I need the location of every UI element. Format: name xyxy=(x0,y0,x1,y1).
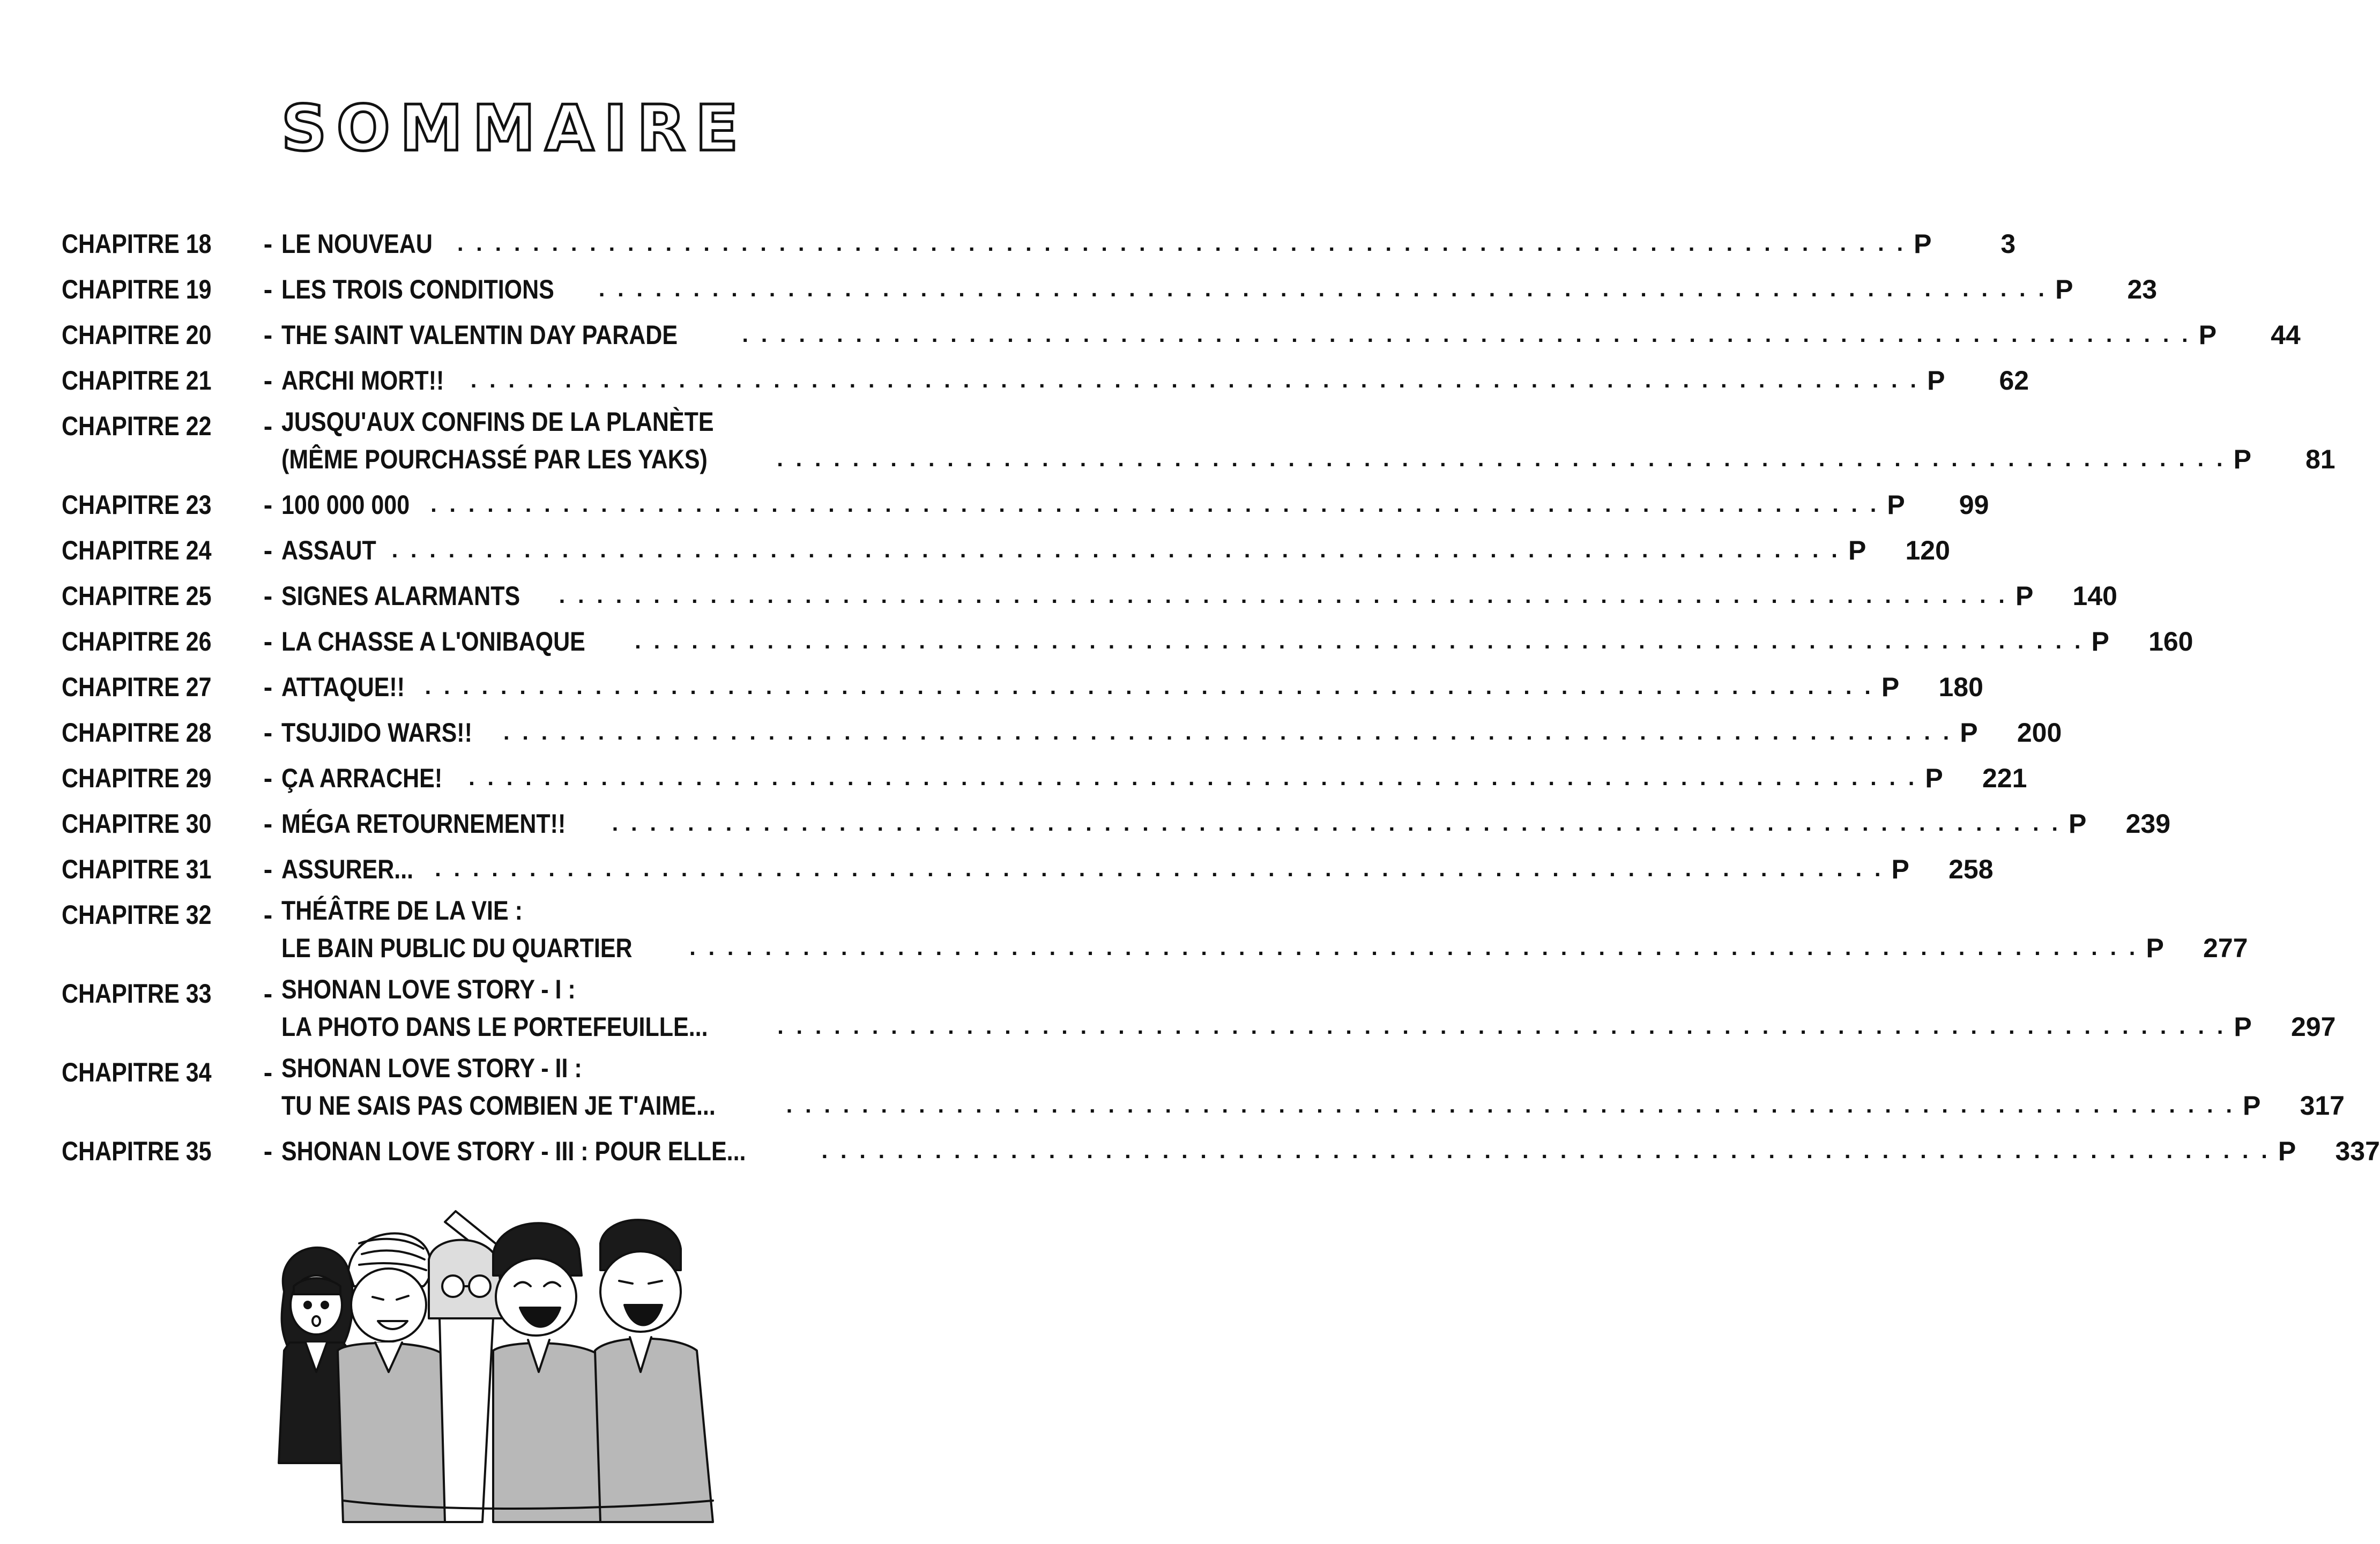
page-prefix: P xyxy=(1927,366,1945,396)
chapter-title: SHONAN LOVE STORY - II : xyxy=(281,1053,582,1083)
separator: - xyxy=(263,854,273,884)
chapter-title: SHONAN LOVE STORY - I : xyxy=(281,974,576,1004)
page-title: SOMMAIRE xyxy=(281,91,748,165)
page-number: 317 xyxy=(2300,1091,2345,1121)
chapter-title: LES TROIS CONDITIONS xyxy=(281,274,554,304)
chapter-number: CHAPITRE 35 xyxy=(62,1136,212,1166)
page-prefix: P xyxy=(2243,1091,2261,1121)
chapter-title: SHONAN LOVE STORY - III : POUR ELLE... xyxy=(281,1136,746,1166)
dot-leader xyxy=(425,670,1874,703)
page-number: 258 xyxy=(1948,854,1994,884)
chapter-title: ASSAUT xyxy=(281,535,376,565)
chapter-number: CHAPITRE 30 xyxy=(62,809,212,839)
toc-entry xyxy=(62,271,2158,308)
chapter-number: CHAPITRE 18 xyxy=(62,229,212,259)
chapter-number: CHAPITRE 24 xyxy=(62,535,212,565)
separator: - xyxy=(263,535,273,565)
chapter-title: TSUJIDO WARS!! xyxy=(281,718,472,748)
separator: - xyxy=(263,320,273,350)
separator: - xyxy=(263,366,273,396)
toc-entry xyxy=(62,1053,2345,1124)
page-number: 99 xyxy=(1959,490,1989,520)
separator: - xyxy=(263,900,273,930)
separator: - xyxy=(263,1057,273,1087)
chapter-title: MÉGA RETOURNEMENT!! xyxy=(281,809,566,839)
page-number: 140 xyxy=(2072,581,2117,611)
chapter-title: (MÊME POURCHASSÉ PAR LES YAKS) xyxy=(281,444,708,474)
chapter-number: CHAPITRE 20 xyxy=(62,320,212,350)
toc-entry xyxy=(62,714,2062,751)
dot-leader xyxy=(599,273,2048,305)
toc-entry xyxy=(62,759,2027,797)
chapter-number: CHAPITRE 25 xyxy=(62,581,212,611)
toc-entry xyxy=(62,974,2336,1046)
dot-leader xyxy=(471,364,1920,396)
page-number: 3 xyxy=(2000,229,2016,259)
dot-leader xyxy=(392,534,1841,566)
dot-leader xyxy=(468,762,1917,794)
dot-leader xyxy=(689,931,2138,964)
dot-leader xyxy=(742,318,2191,350)
toc-entry xyxy=(62,623,2193,660)
chapter-title: ASSURER... xyxy=(281,854,414,884)
toc-entry xyxy=(62,851,1994,888)
page-number: 200 xyxy=(2017,718,2062,748)
page-number: 120 xyxy=(1905,535,1950,565)
page-prefix: P xyxy=(1848,535,1866,565)
chapter-number: CHAPITRE 31 xyxy=(62,854,212,884)
page-prefix: P xyxy=(1925,763,1943,793)
chapter-number: CHAPITRE 28 xyxy=(62,718,212,748)
dot-leader xyxy=(822,1135,2271,1167)
dot-leader xyxy=(612,807,2061,839)
chapter-title: THE SAINT VALENTIN DAY PARADE xyxy=(281,320,678,350)
toc-entry xyxy=(62,407,2336,478)
toc-entry xyxy=(62,577,2117,615)
chapter-title: LA PHOTO DANS LE PORTEFEUILLE... xyxy=(281,1012,708,1042)
page-prefix: P xyxy=(2091,626,2109,657)
toc-entry xyxy=(62,532,1950,569)
separator: - xyxy=(263,490,273,520)
chapter-number: CHAPITRE 29 xyxy=(62,763,212,793)
chapter-title: ARCHI MORT!! xyxy=(281,366,444,396)
dot-leader xyxy=(777,1010,2226,1042)
separator: - xyxy=(263,626,273,657)
chapter-title: LA CHASSE A L'ONIBAQUE xyxy=(281,626,585,657)
table-of-contents xyxy=(62,225,2380,1178)
page-number: 62 xyxy=(1999,366,2029,396)
dot-leader xyxy=(635,625,2084,657)
page-prefix: P xyxy=(1960,718,1978,748)
chapter-number: CHAPITRE 32 xyxy=(62,900,212,930)
page-prefix: P xyxy=(1887,490,1905,520)
toc-entry xyxy=(62,805,2171,842)
page-prefix: P xyxy=(2198,320,2217,350)
toc-entry xyxy=(62,225,2016,263)
page-number: 297 xyxy=(2290,1012,2336,1042)
chapter-title: SIGNES ALARMANTS xyxy=(281,581,520,611)
page-number: 44 xyxy=(2271,320,2301,350)
chapter-title: ATTAQUE!! xyxy=(281,672,405,702)
chapter-title: TU NE SAIS PAS COMBIEN JE T'AIME... xyxy=(281,1091,716,1121)
page-prefix: P xyxy=(2055,274,2073,304)
chapter-number: CHAPITRE 19 xyxy=(62,274,212,304)
chapter-title: LE BAIN PUBLIC DU QUARTIER xyxy=(281,933,633,963)
separator: - xyxy=(263,229,273,259)
toc-entry xyxy=(62,1132,2380,1170)
chapter-number: CHAPITRE 22 xyxy=(62,411,212,441)
page-prefix: P xyxy=(2278,1136,2296,1166)
page-number: 180 xyxy=(1938,672,1983,702)
dot-leader xyxy=(457,227,1906,259)
chapter-title: ÇA ARRACHE! xyxy=(281,763,443,793)
separator: - xyxy=(263,411,273,441)
page-number: 160 xyxy=(2148,626,2193,657)
chapter-number: CHAPITRE 23 xyxy=(62,490,212,520)
characters-illustration xyxy=(268,1211,761,1522)
dot-leader xyxy=(559,579,2008,611)
page-prefix: P xyxy=(1881,672,1900,702)
page-prefix: P xyxy=(2015,581,2034,611)
chapter-number: CHAPITRE 33 xyxy=(62,979,212,1009)
page-number: 23 xyxy=(2127,274,2158,304)
page-number: 239 xyxy=(2125,809,2171,839)
page-number: 277 xyxy=(2203,933,2248,963)
page-prefix: P xyxy=(2234,1012,2252,1042)
page-prefix: P xyxy=(2146,933,2164,963)
toc-entry xyxy=(62,668,1983,706)
dot-leader xyxy=(777,443,2226,475)
chapter-number: CHAPITRE 27 xyxy=(62,672,212,702)
page-number: 337 xyxy=(2335,1136,2380,1166)
page-prefix: P xyxy=(1891,854,1909,884)
separator: - xyxy=(263,1136,273,1166)
separator: - xyxy=(263,763,273,793)
page-prefix: P xyxy=(1914,229,1932,259)
chapter-number: CHAPITRE 26 xyxy=(62,626,212,657)
dot-leader xyxy=(430,488,1879,520)
separator: - xyxy=(263,581,273,611)
chapter-title: 100 000 000 xyxy=(281,490,410,520)
chapter-title: JUSQU'AUX CONFINS DE LA PLANÈTE xyxy=(281,407,714,437)
separator: - xyxy=(263,274,273,304)
separator: - xyxy=(263,979,273,1009)
chapter-number: CHAPITRE 34 xyxy=(62,1057,212,1087)
page-number: 81 xyxy=(2305,444,2336,474)
separator: - xyxy=(263,718,273,748)
dot-leader xyxy=(435,853,1884,885)
dot-leader xyxy=(503,716,1952,748)
chapter-title: LE NOUVEAU xyxy=(281,229,433,259)
page-number: 221 xyxy=(1982,763,2027,793)
toc-entry xyxy=(62,362,2029,399)
chapter-title: THÉÂTRE DE LA VIE : xyxy=(281,896,523,926)
separator: - xyxy=(263,809,273,839)
separator: - xyxy=(263,672,273,702)
chapter-number: CHAPITRE 21 xyxy=(62,366,212,396)
dot-leader xyxy=(786,1089,2235,1121)
toc-entry xyxy=(62,896,2248,967)
toc-entry xyxy=(62,486,1989,524)
page-prefix: P xyxy=(2233,444,2251,474)
page-prefix: P xyxy=(2069,809,2087,839)
toc-entry xyxy=(62,316,2301,354)
